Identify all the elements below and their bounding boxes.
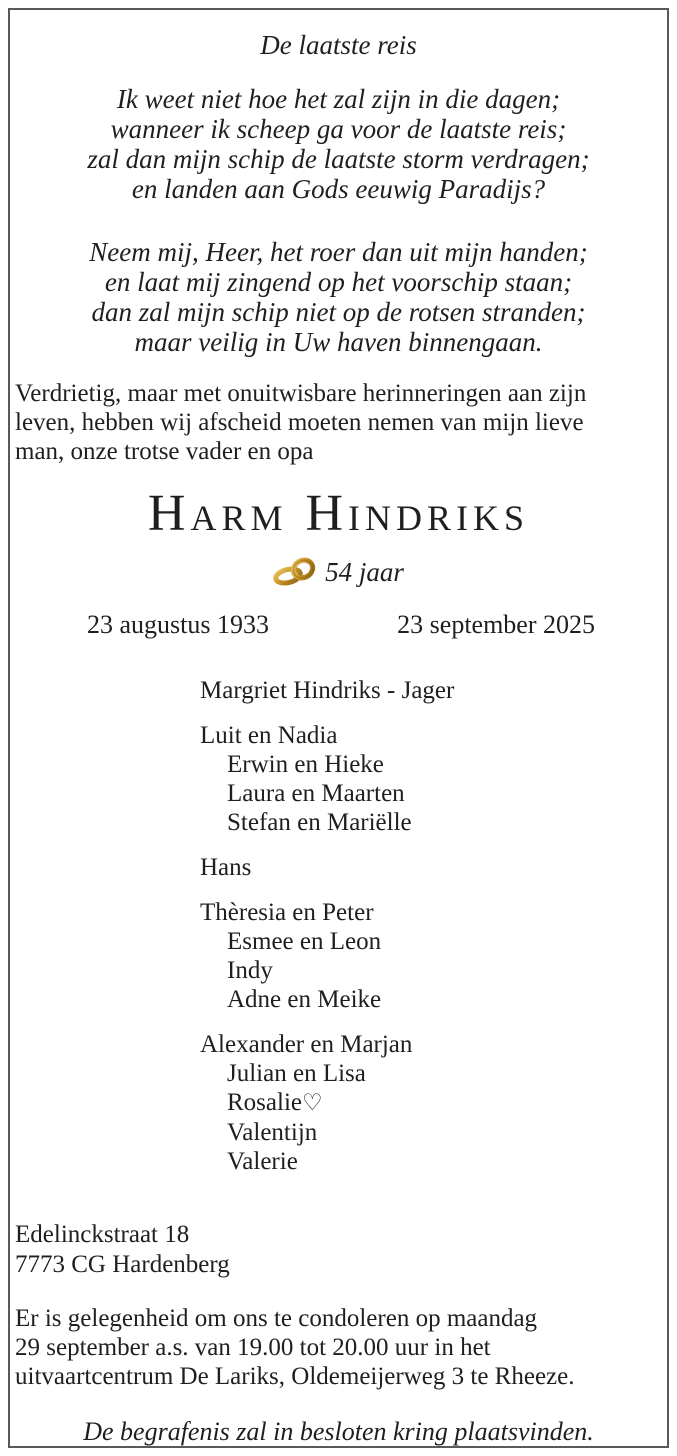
condolence-paragraph	[15, 1304, 661, 1391]
poem-title: De laatste reis	[260, 30, 417, 60]
family-children	[227, 1059, 667, 1176]
wedding-rings-icon	[273, 556, 321, 588]
condolence-line: 29 september a.s. van 19.00 tot 20.00 uur in het	[15, 1334, 491, 1361]
poem-stanza-1	[10, 84, 667, 204]
family-member: Esmee en Leon	[227, 928, 382, 955]
heart-icon: ♡	[302, 1090, 323, 1116]
obituary-card	[8, 8, 669, 1448]
poem-line: Neem mij, Heer, het roer dan uit mijn handen;	[89, 237, 588, 267]
family-group	[200, 853, 667, 882]
poem-line: dan zal mijn schip niet op de rotsen stranden;	[91, 297, 586, 327]
family-group	[200, 676, 667, 705]
poem-line: maar veilig in Uw haven binnengaan.	[134, 327, 543, 357]
family-member: Alexander en Marjan	[200, 1031, 413, 1058]
family-children	[227, 750, 667, 837]
address-block	[15, 1220, 667, 1280]
poem-line: en landen aan Gods eeuwig Paradijs?	[131, 174, 546, 204]
family-member: Indy	[227, 957, 273, 984]
poem-line: wanneer ik scheep ga voor de laatste reis;	[110, 114, 567, 144]
family-member: Stefan en Mariëlle	[227, 809, 412, 836]
address-line: 7773 CG Hardenberg	[15, 1251, 230, 1278]
poem-line: Ik weet niet hoe het zal zijn in die dagen;	[116, 84, 561, 114]
family-member: Hans	[200, 854, 252, 881]
life-dates	[10, 610, 667, 640]
family-member: Valentijn	[227, 1119, 318, 1146]
family-group	[200, 721, 667, 837]
condolence-line: Er is gelegenheid om ons te condoleren op maandag	[15, 1305, 538, 1332]
family-member: Julian en Lisa	[227, 1060, 366, 1087]
family-member: Adne en Meike	[227, 986, 382, 1013]
birth-date: 23 augustus 1933	[87, 610, 269, 639]
family-member: Erwin en Hieke	[227, 751, 384, 778]
poem-line: zal dan mijn schip de laatste storm verdragen;	[87, 144, 590, 174]
address-line: Edelinckstraat 18	[15, 1221, 190, 1248]
condolence-line: uitvaartcentrum De Lariks, Oldemeijerweg 3 te Rheeze.	[15, 1363, 575, 1390]
death-date: 23 september 2025	[397, 610, 595, 639]
family-member: Margriet Hindriks - Jager	[200, 677, 455, 704]
family-member: Luit en Nadia	[200, 722, 338, 749]
family-member: Rosalie♡	[227, 1089, 323, 1116]
closing-note: De begrafenis zal in besloten kring plaatsvinden.	[83, 1417, 594, 1446]
poem-stanza-2	[10, 237, 667, 357]
family-children	[227, 927, 667, 1014]
family-group	[200, 898, 667, 1014]
family-group	[200, 1030, 667, 1176]
announcement-line: leven, hebben wij afscheid moeten nemen van mijn lieve	[15, 409, 584, 436]
announcement-paragraph	[15, 379, 661, 466]
family-list	[200, 676, 667, 1176]
deceased-name: Harm Hindriks	[147, 485, 530, 542]
announcement-line: man, onze trotse vader en opa	[15, 438, 314, 465]
family-member: Laura en Maarten	[227, 780, 405, 807]
deceased-age: 54 jaar	[325, 556, 404, 587]
announcement-line: Verdrietig, maar met onuitwisbare herinneringen aan zijn	[15, 380, 587, 407]
family-member: Thèresia en Peter	[200, 899, 374, 926]
poem-line: en laat mij zingend op het voorschip staan;	[104, 267, 573, 297]
age-row	[10, 556, 667, 588]
family-member: Valerie	[227, 1148, 298, 1175]
